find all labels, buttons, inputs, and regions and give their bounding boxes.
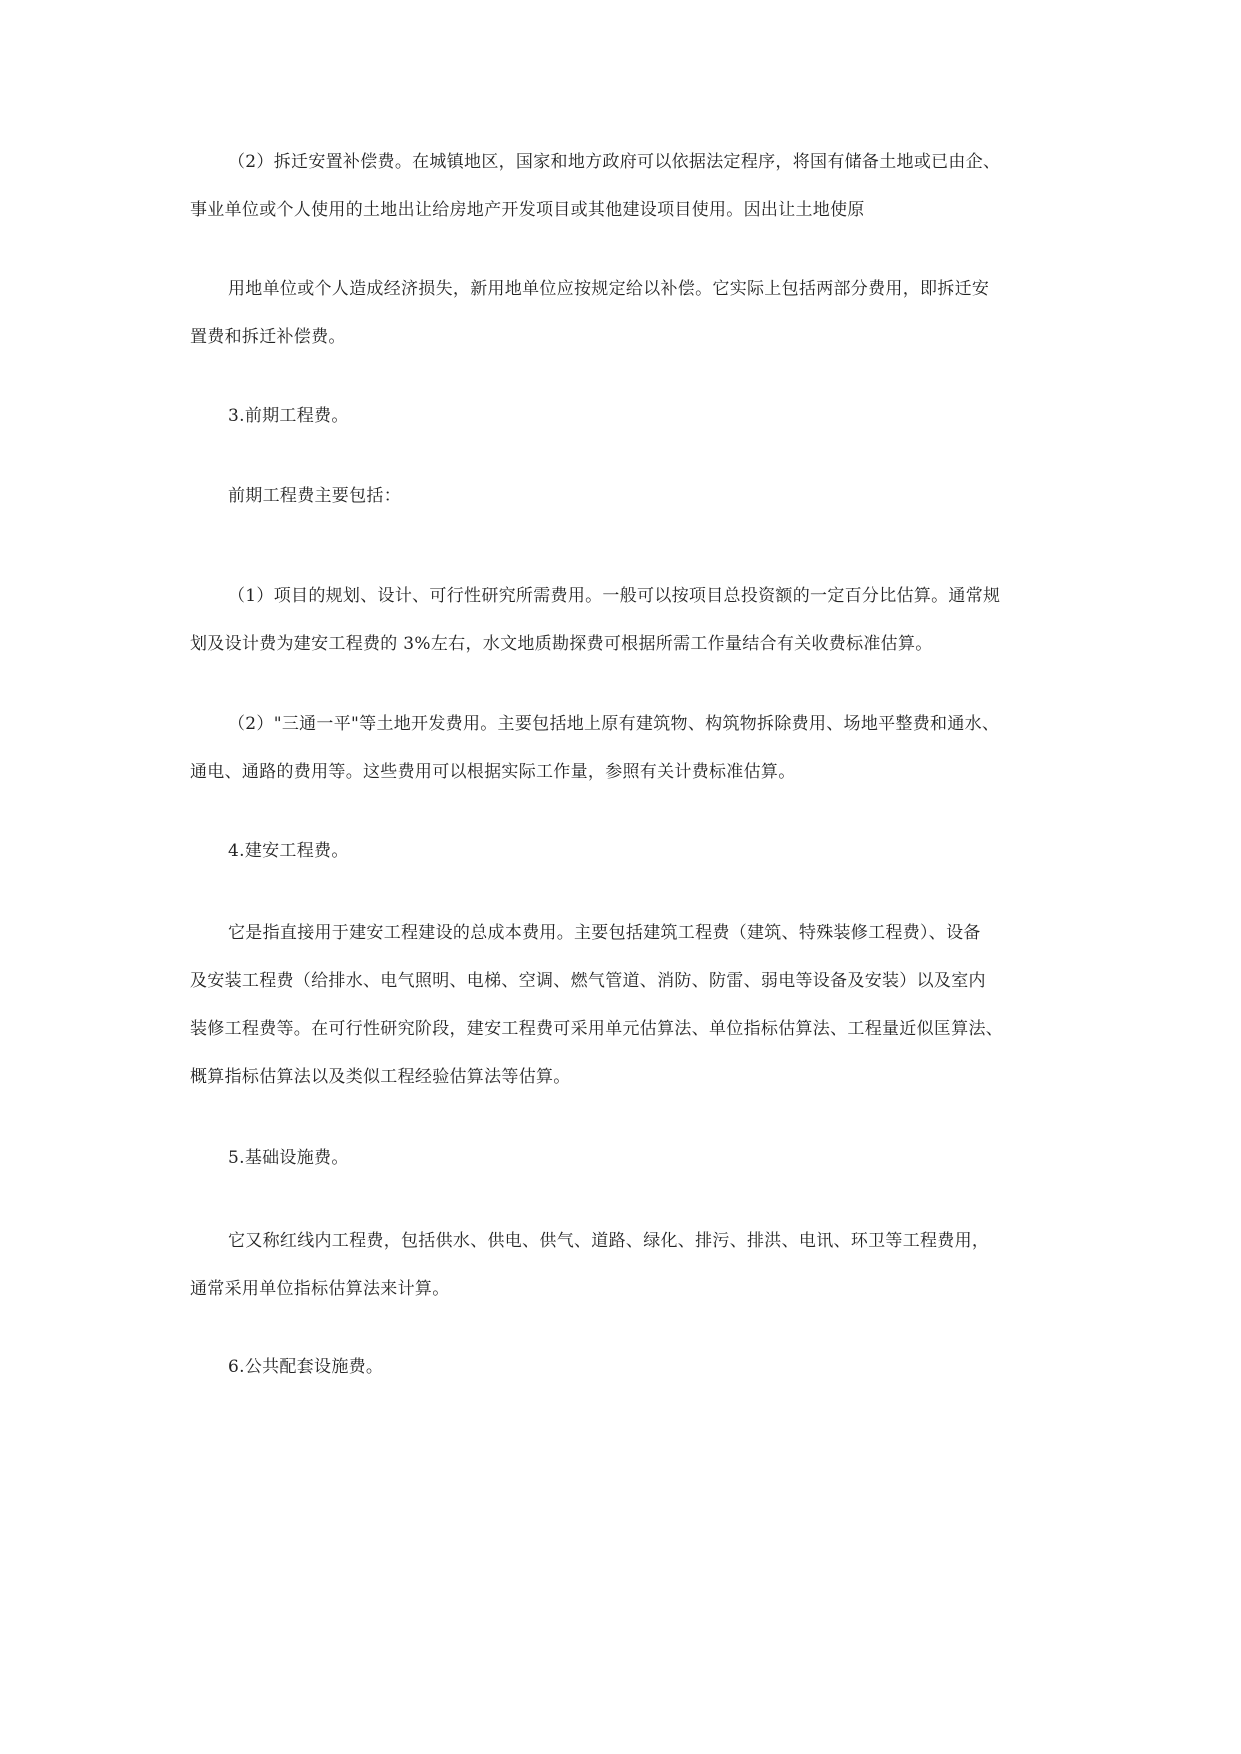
paragraph-construction-costs	[190, 909, 1060, 1101]
text-line: 置费和拆迁补偿费。	[190, 327, 346, 347]
text-line: 划及设计费为建安工程费的 3%左右，水文地质勘探费可根据所需工作量结合有关收费标准估算。	[190, 634, 933, 654]
text-line: 6.公共配套设施费。	[228, 1357, 384, 1377]
text-line: 通电、通路的费用等。这些费用可以根据实际工作量，参照有关计费标准估算。	[190, 762, 796, 782]
text-line: 概算指标估算法以及类似工程经验估算法等估算。	[190, 1067, 571, 1087]
heading-infrastructure	[190, 1134, 1060, 1182]
text-line: 通常采用单位指标估算法来计算。	[190, 1279, 450, 1299]
text-line: 4.建安工程费。	[228, 841, 349, 861]
text-line: （2）"三通一平"等土地开发费用。主要包括地上原有建筑物、构筑物拆除费用、场地平整费和通水、	[228, 714, 1000, 734]
text-line: 事业单位或个人使用的土地出让给房地产开发项目或其他建设项目使用。因出让土地使原	[190, 200, 865, 220]
paragraph-compensation-continued	[190, 265, 1060, 361]
text-line: 装修工程费等。在可行性研究阶段，建安工程费可采用单元估算法、单位指标估算法、工程量近似匡算法、	[190, 1019, 1004, 1039]
text-line: 它又称红线内工程费，包括供水、供电、供气、道路、绿化、排污、排洪、电讯、环卫等工程费用，	[228, 1231, 990, 1251]
paragraph-infrastructure	[190, 1217, 1060, 1313]
text-line: 它是指直接用于建安工程建设的总成本费用。主要包括建筑工程费（建筑、特殊装修工程费）、设备	[228, 923, 981, 943]
text-line: 前期工程费主要包括：	[228, 486, 401, 506]
heading-preliminary-works	[190, 392, 1060, 440]
paragraph-demolition-compensation	[190, 138, 1060, 234]
text-line: 3.前期工程费。	[228, 406, 349, 426]
text-line: （2）拆迁安置补偿费。在城镇地区，国家和地方政府可以依据法定程序，将国有储备土地或已由企、	[228, 152, 1001, 172]
text-line: 用地单位或个人造成经济损失，新用地单位应按规定给以补偿。它实际上包括两部分费用，即拆迁安	[228, 279, 990, 299]
paragraph-planning-design	[190, 572, 1060, 668]
paragraph-preliminary-intro	[190, 472, 1060, 520]
text-line: 及安装工程费（给排水、电气照明、电梯、空调、燃气管道、消防、防雷、弱电等设备及安装）以及室内	[190, 971, 986, 991]
paragraph-site-development	[190, 700, 1060, 796]
text-line: 5.基础设施费。	[228, 1148, 349, 1168]
text-line: （1）项目的规划、设计、可行性研究所需费用。一般可以按项目总投资额的一定百分比估算。通常规	[228, 586, 1001, 606]
heading-public-facilities	[190, 1343, 1060, 1391]
heading-construction-costs	[190, 827, 1060, 875]
